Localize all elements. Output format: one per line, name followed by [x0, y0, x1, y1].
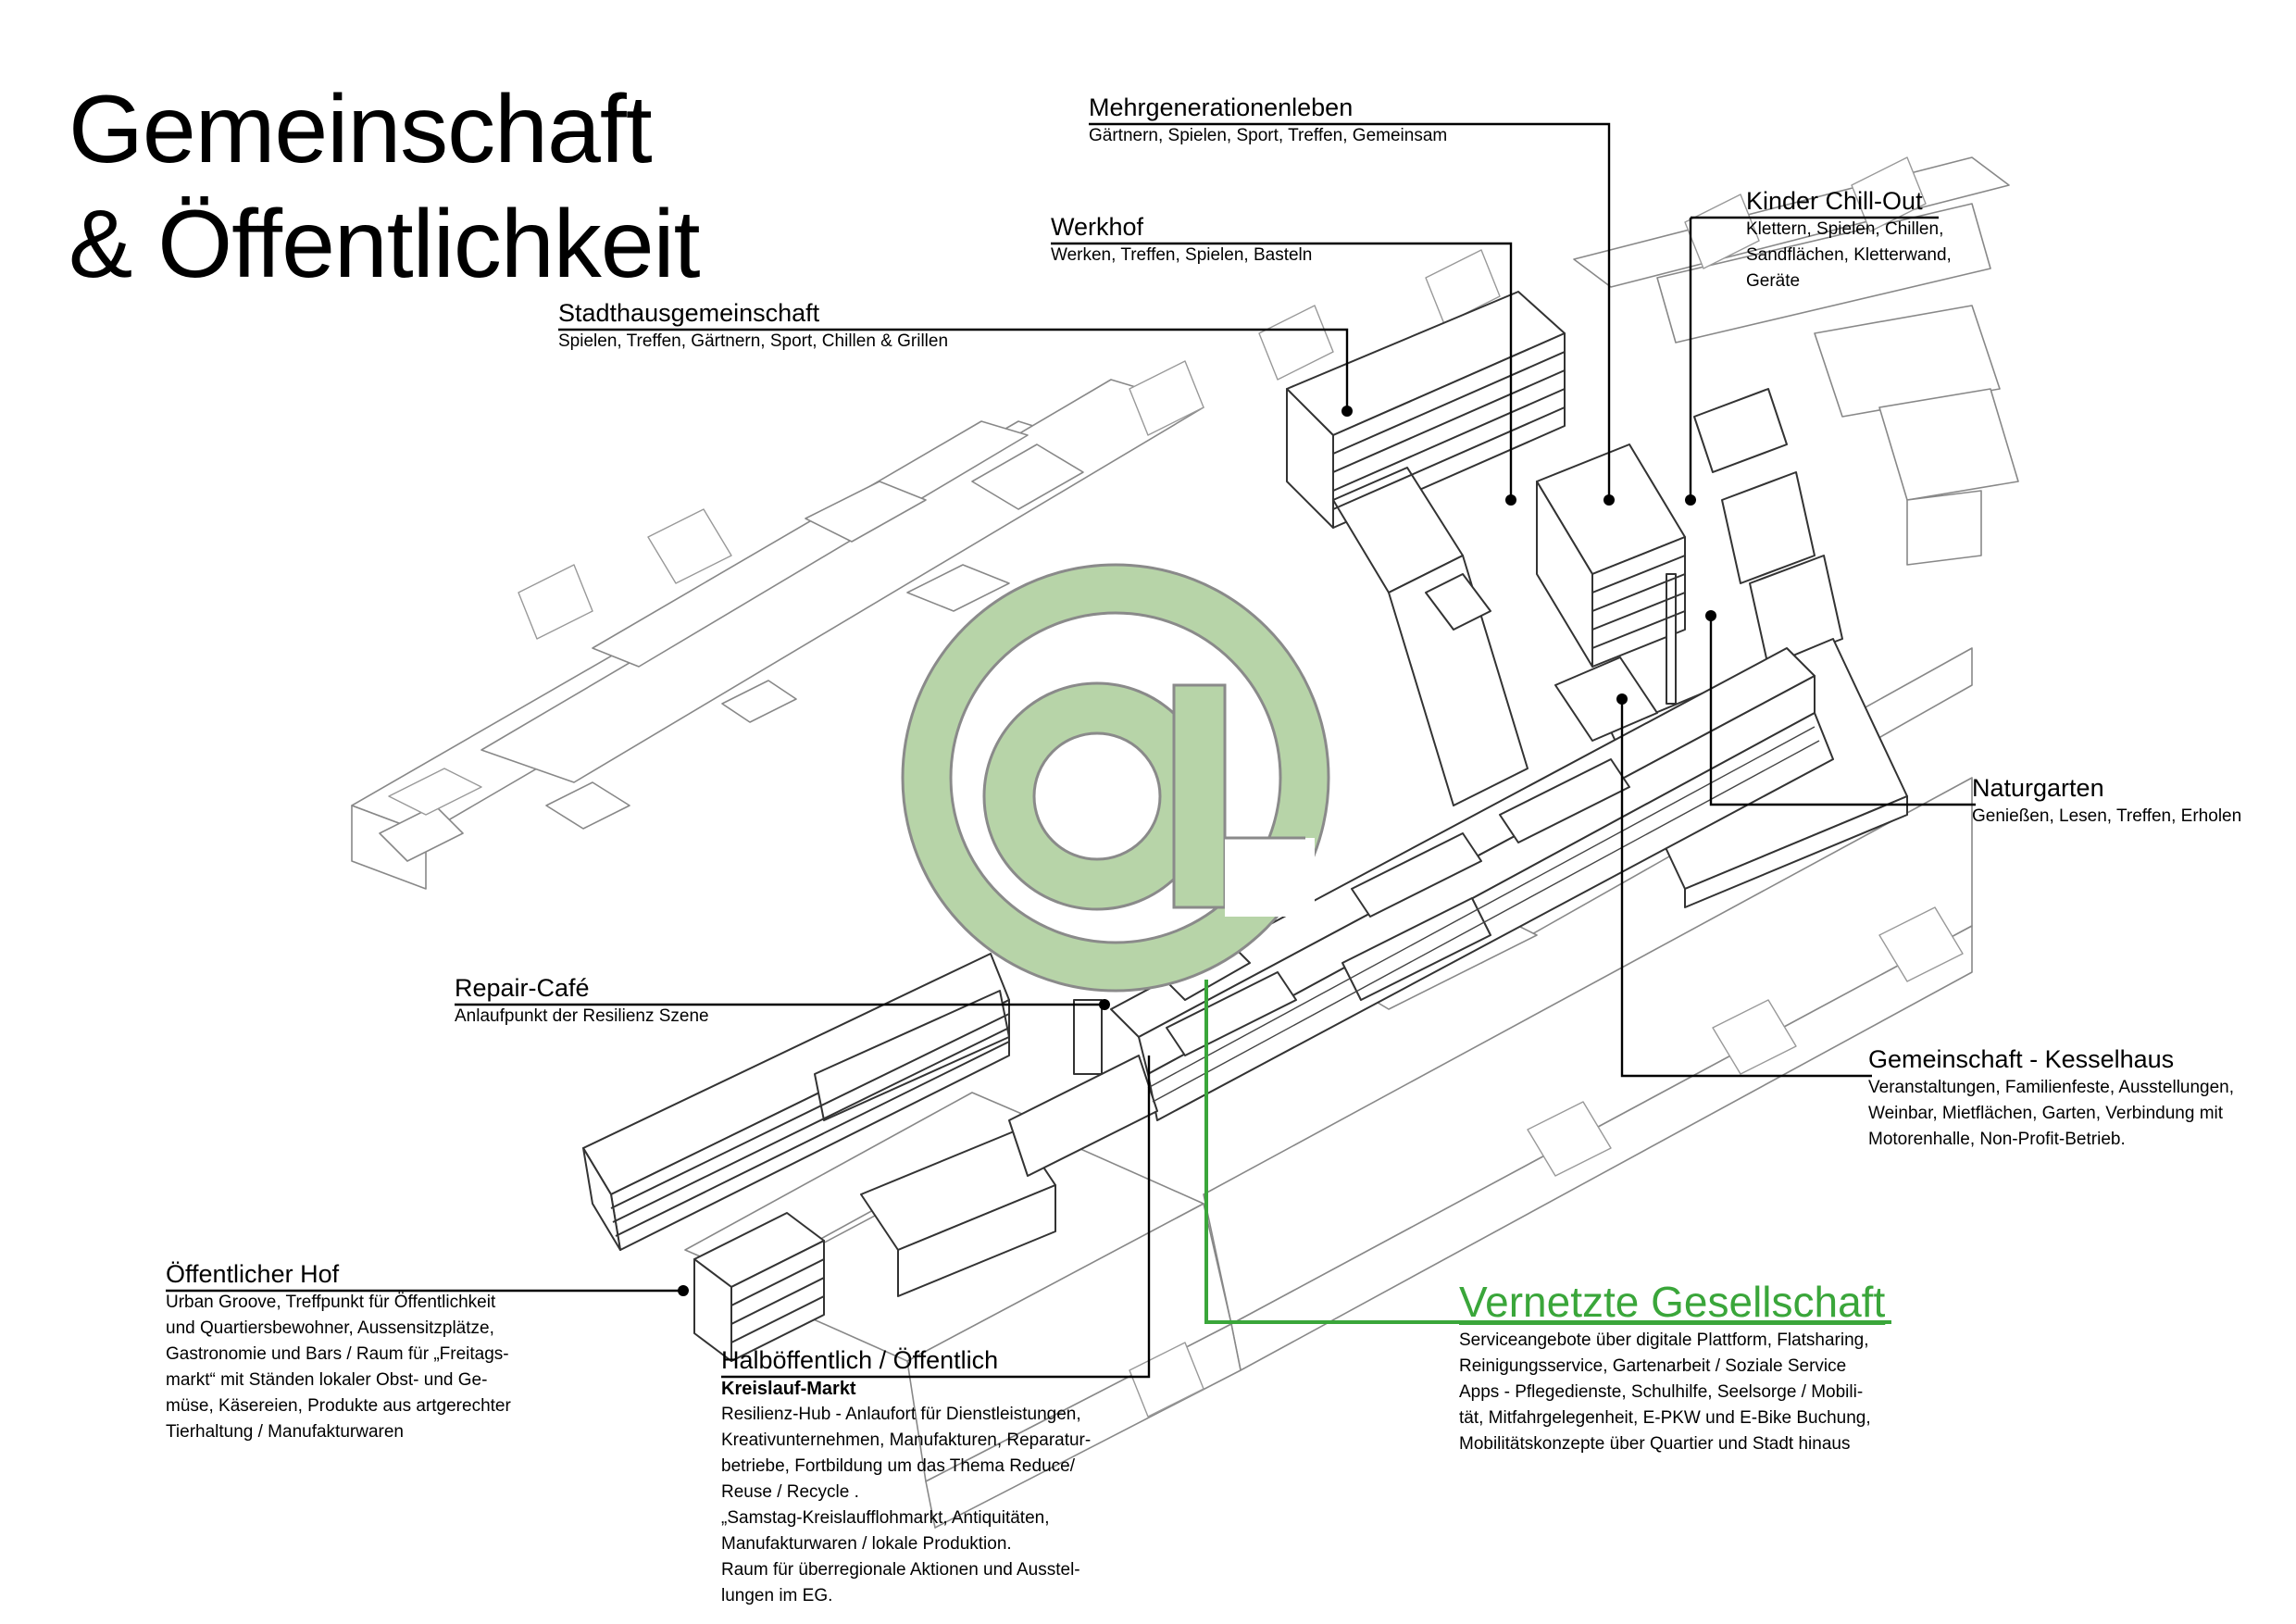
label-text: Resilienz-Hub - Anlaufort für Dienstleistungen, [721, 1405, 1081, 1424]
title-line-2: & Öffentlichkeit [69, 191, 700, 298]
label-text: Tierhaltung / Manufakturwaren [166, 1422, 404, 1442]
label-stadthausgemeinschaft [558, 298, 948, 355]
label-text: und Quartiersbewohner, Aussensitzplätze, [166, 1318, 494, 1338]
label-title: Öffentlicher Hof [166, 1260, 340, 1288]
label-text: Apps - Pflegedienste, Schulhilfe, Seelsorge / Mobili- [1459, 1382, 1864, 1402]
label-text: lungen im EG. [721, 1586, 833, 1605]
label-text: Klettern, Spielen, Chillen, [1746, 219, 1944, 239]
label-text: Geräte [1746, 271, 1801, 291]
label-title: Werkhof [1051, 213, 1144, 241]
label-text: Genießen, Lesen, Treffen, Erholen [1972, 806, 2242, 826]
label-text: markt“ mit Ständen lokaler Obst- und Ge- [166, 1370, 488, 1390]
label-subtitle: Kreislauf-Markt [721, 1379, 856, 1399]
label-werkhof [1051, 212, 1312, 269]
label-text: Mobilitätskonzepte über Quartier und Stadt hinaus [1459, 1434, 1851, 1454]
page-title [69, 72, 700, 302]
label-oeffentlicher-hof [166, 1259, 511, 1445]
label-text: Werken, Treffen, Spielen, Basteln [1051, 245, 1313, 265]
label-text: Kreativunternehmen, Manufakturen, Reparatur- [721, 1430, 1092, 1450]
label-text: Veranstaltungen, Familienfeste, Ausstellungen, [1868, 1078, 2235, 1097]
label-text: „Samstag-Kreislaufflohmarkt, Antiquitäten, [721, 1508, 1050, 1528]
label-vernetzte-gesellschaft [1459, 1276, 1885, 1457]
label-text: Serviceangebote über digitale Plattform, Flatsharing, [1459, 1330, 1869, 1350]
label-text: Gärtnern, Spielen, Sport, Treffen, Gemeinsam [1089, 126, 1448, 145]
label-title: Mehrgenerationenleben [1089, 94, 1354, 121]
label-text: Motorenhalle, Non-Profit-Betrieb. [1868, 1130, 2126, 1149]
label-title: Naturgarten [1972, 774, 2104, 802]
label-text: betriebe, Fortbildung um das Thema Reduce/ [721, 1456, 1075, 1476]
title-line-1: Gemeinschaft [69, 76, 652, 183]
label-text: müse, Käsereien, Produkte aus artgerechter [166, 1396, 511, 1416]
label-title: Vernetzte Gesellschaft [1459, 1278, 1886, 1326]
label-text: Manufakturwaren / lokale Produktion. [721, 1534, 1012, 1554]
label-text: Anlaufpunkt der Resilienz Szene [455, 1006, 709, 1026]
label-mehrgenerationenleben [1089, 93, 1447, 149]
label-kinder-chill-out [1746, 186, 1952, 294]
label-text: Sandflächen, Kletterwand, [1746, 245, 1952, 265]
label-text: Reinigungsservice, Gartenarbeit / Soziale Service [1459, 1356, 1847, 1376]
at-logo [903, 565, 1329, 991]
label-kesselhaus [1868, 1044, 2234, 1153]
label-text: tät, Mitfahrgelegenheit, E-PKW und E-Bike Buchung, [1459, 1408, 1871, 1428]
label-naturgarten [1972, 773, 2241, 830]
label-text: Raum für überregionale Aktionen und Ausstel- [721, 1560, 1080, 1580]
label-title: Halböffentlich / Öffentlich [721, 1346, 999, 1374]
label-title: Repair-Café [455, 974, 590, 1002]
label-text: Gastronomie und Bars / Raum für „Freitags- [166, 1344, 509, 1364]
label-repair-cafe [455, 973, 709, 1030]
label-title: Gemeinschaft - Kesselhaus [1868, 1045, 2175, 1073]
label-title: Kinder Chill-Out [1746, 187, 1923, 215]
label-text: Urban Groove, Treffpunkt für Öffentlichkeit [166, 1293, 496, 1312]
label-halboeffentlich [721, 1345, 1091, 1609]
label-text: Spielen, Treffen, Gärtnern, Sport, Chillen & Grillen [558, 331, 949, 351]
label-title: Stadthausgemeinschaft [558, 299, 820, 327]
label-text: Weinbar, Mietflächen, Garten, Verbindung mit [1868, 1104, 2224, 1123]
label-text: Reuse / Recycle . [721, 1482, 859, 1502]
